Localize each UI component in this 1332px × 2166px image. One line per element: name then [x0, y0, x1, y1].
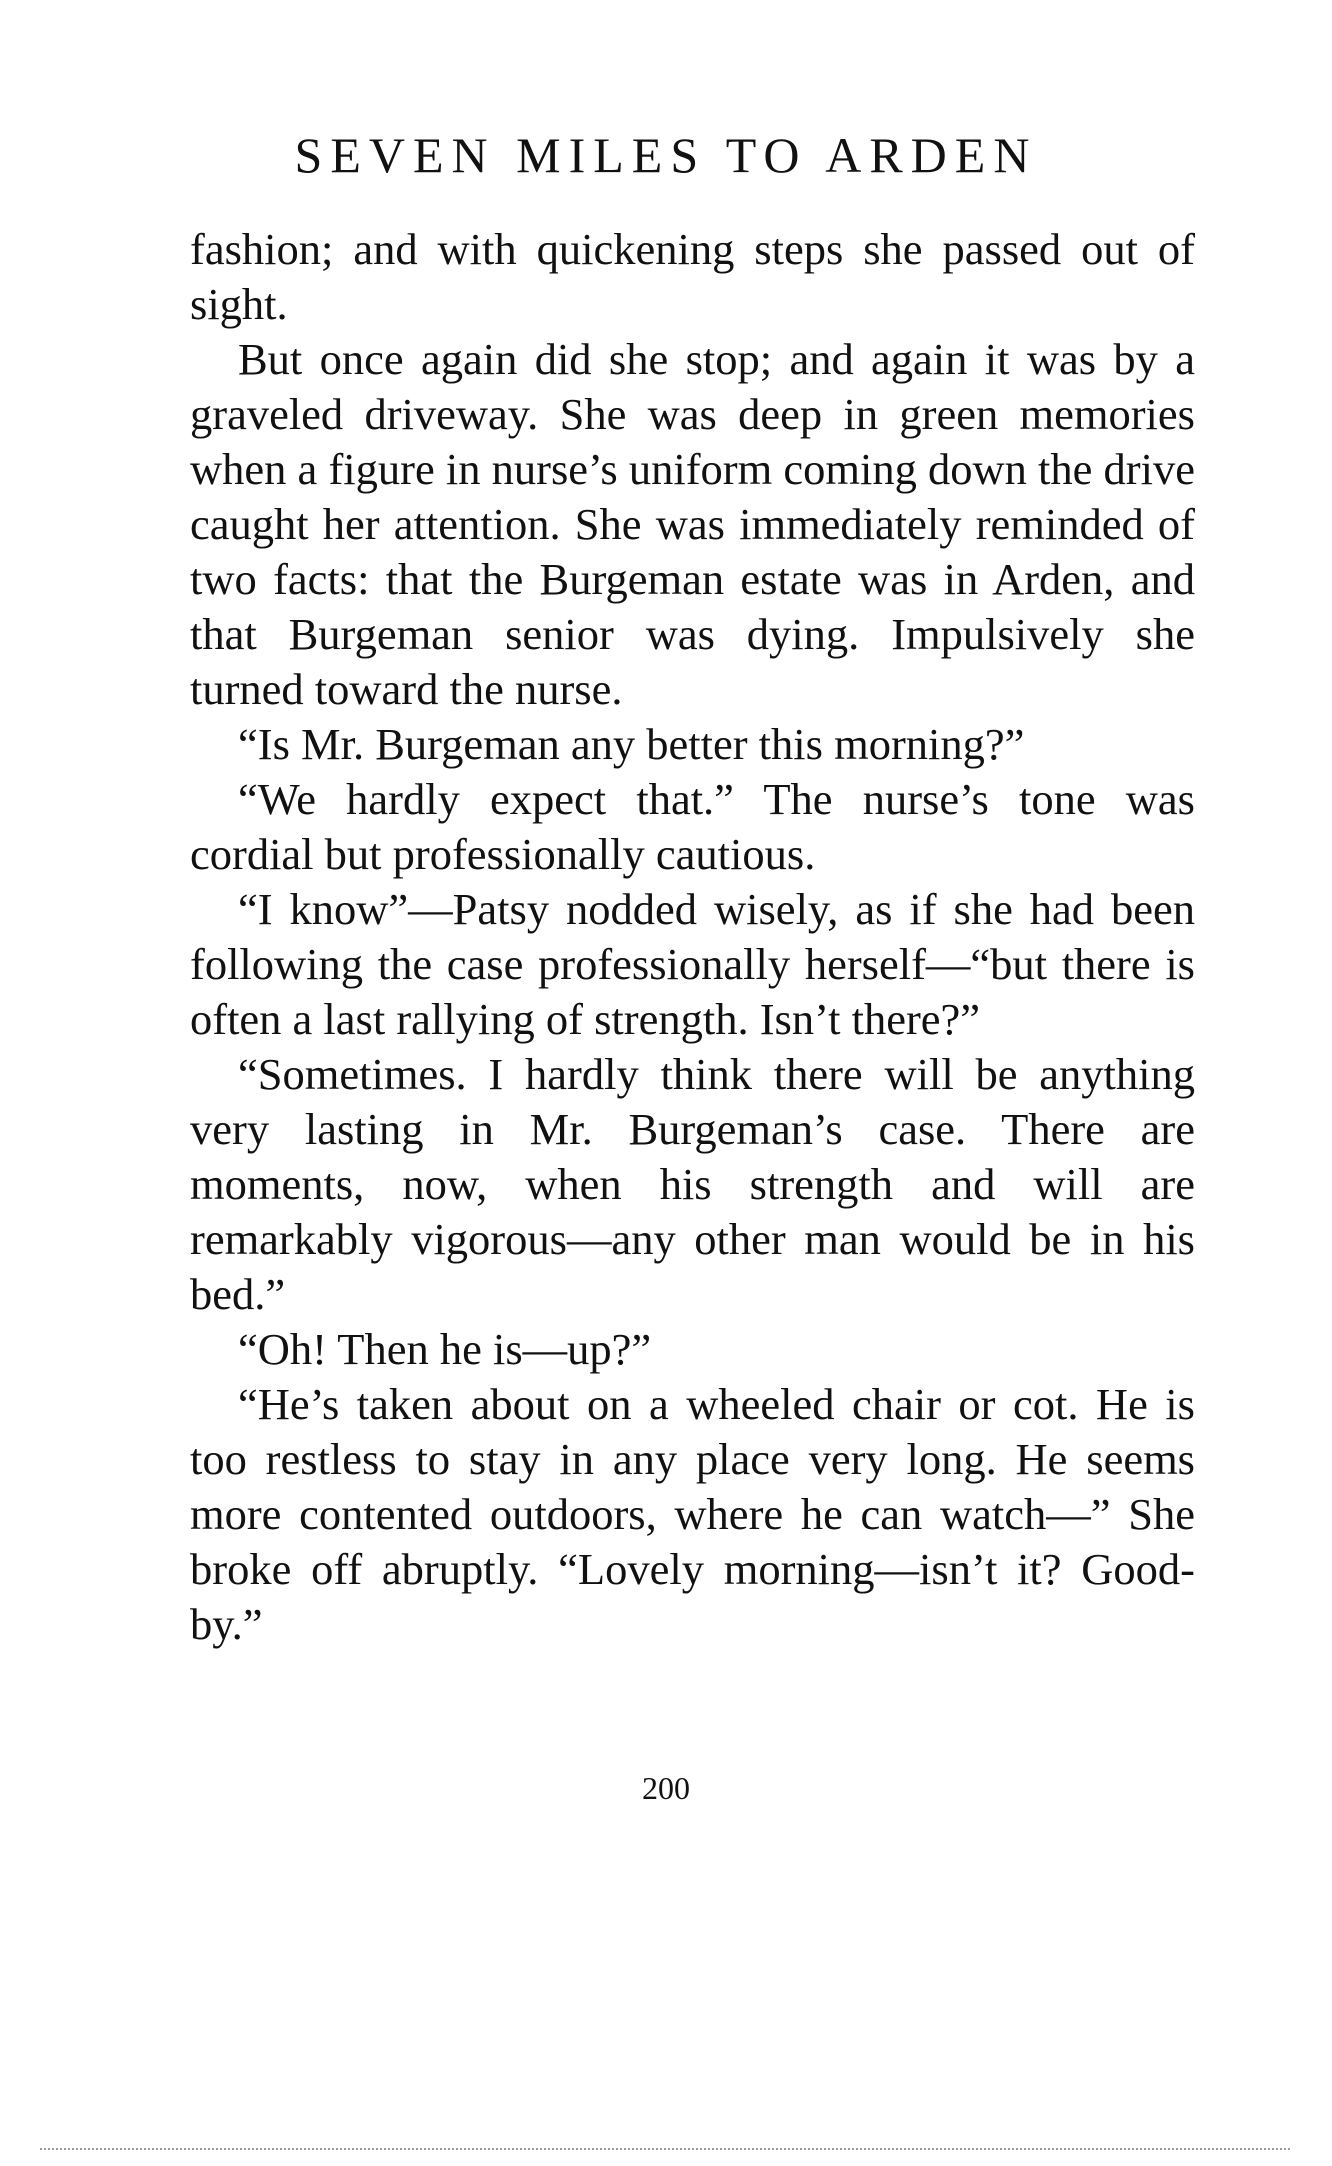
paragraph-continued: fashion; and with quickening steps she passed out of sight. — [190, 224, 1195, 329]
body-text — [190, 222, 1195, 1652]
paragraph: “Sometimes. I hardly think there will be anything very lasting in Mr. Burgeman’s case. There are moments, now, when his strength and will are remarkably vigorous—any other man would be in his bed.” — [190, 1049, 1195, 1319]
scan-edge-divider — [40, 2148, 1290, 2150]
paragraph: But once again did she stop; and again it was by a graveled driveway. She was deep in green memories when a figure in nurse’s uniform coming down the drive caught her attention. She was immediately reminded of two facts: that the Burgeman estate was in Arden, and that Burgeman senior was dying. Impulsively she turned toward the nurse. — [190, 334, 1195, 714]
page-number: 200 — [642, 1770, 690, 1806]
running-head: SEVEN MILES TO ARDEN — [294, 127, 1038, 183]
paragraph: “We hardly expect that.” The nurse’s tone was cordial but professionally cautious. — [190, 774, 1195, 879]
paragraph: “Is Mr. Burgeman any better this morning?” — [238, 719, 1025, 769]
paragraph: “I know”—Patsy nodded wisely, as if she had been following the case professionally herself—“but there is often a last rallying of strength. Isn’t there?” — [190, 884, 1195, 1044]
paragraph: “Oh! Then he is—up?” — [238, 1324, 652, 1374]
paragraph: “He’s taken about on a wheeled chair or cot. He is too restless to stay in any place very long. He seems more contented outdoors, where he can watch—” She broke off abruptly. “Lovely morning—isn’t it? Good-by.” — [190, 1379, 1195, 1649]
